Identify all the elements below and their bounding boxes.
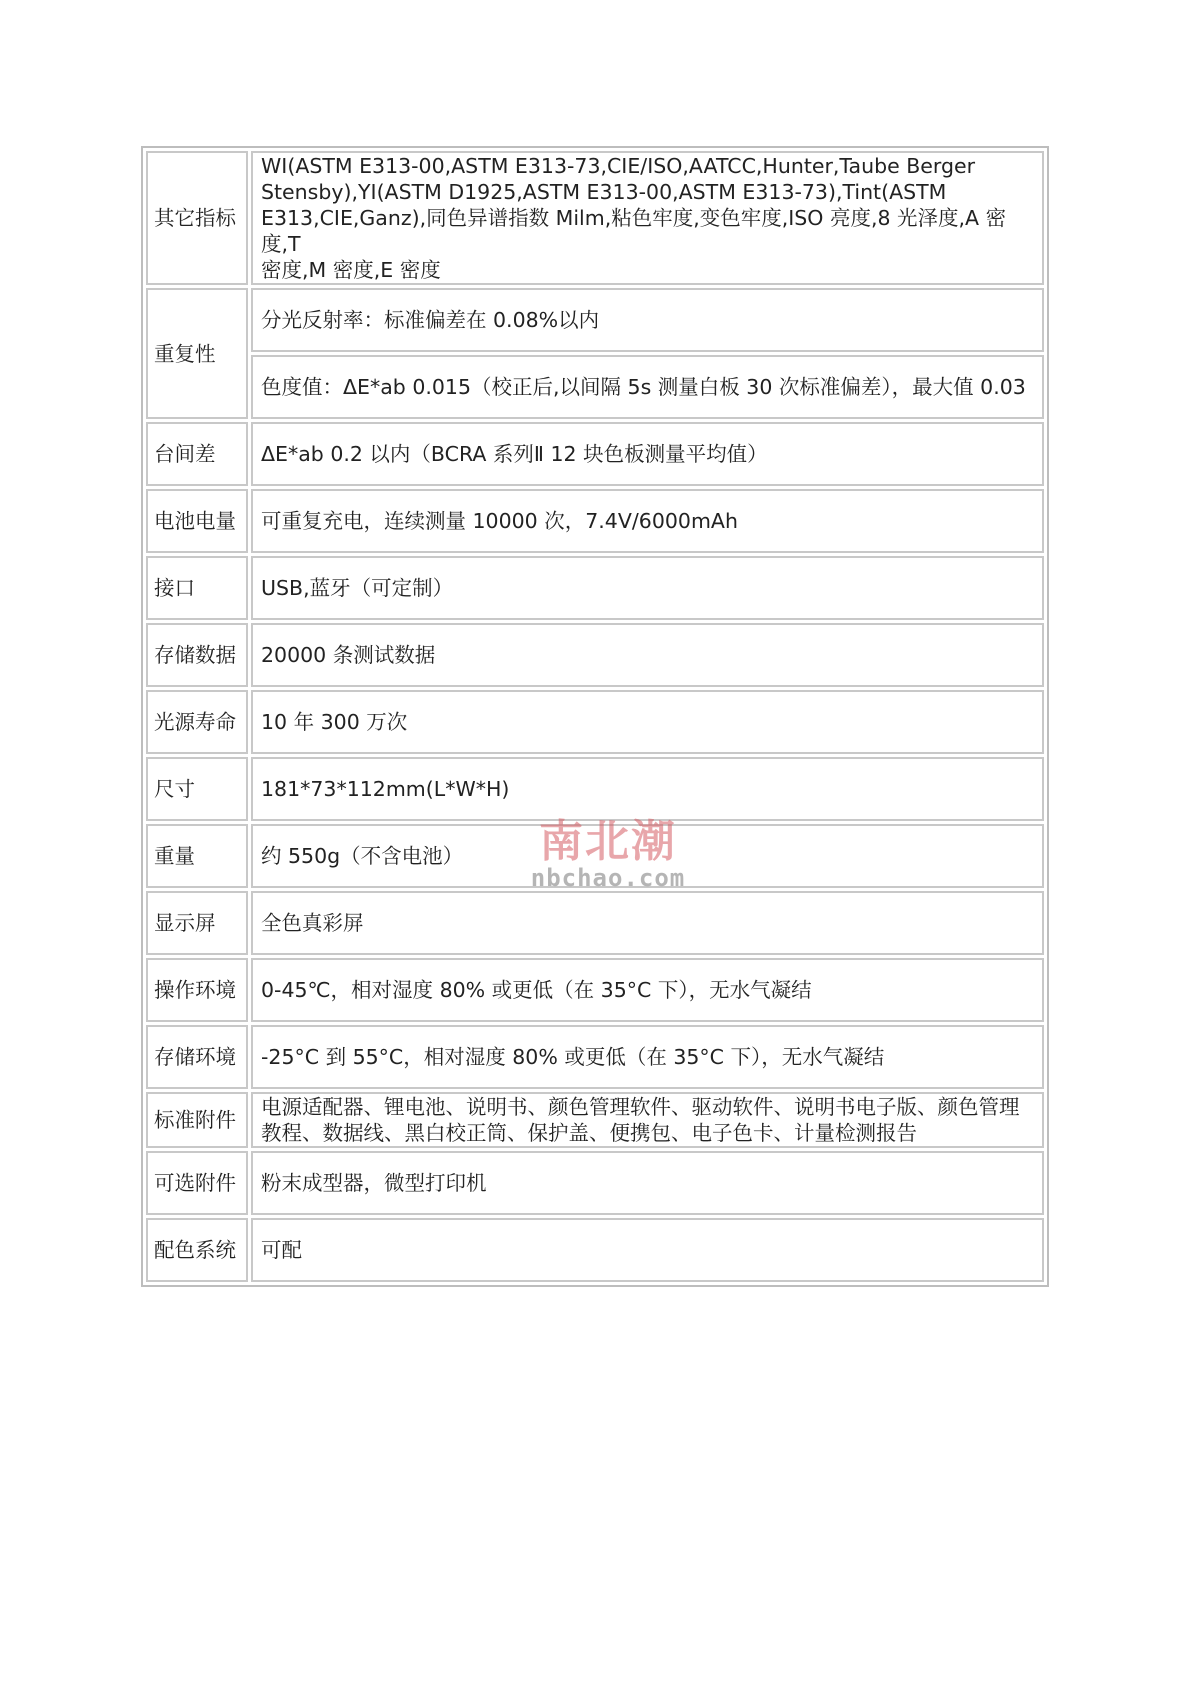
spec-label: 其它指标 [146, 151, 248, 285]
spec-row-repeatability [146, 288, 1044, 352]
spec-value: 全色真彩屏 [251, 891, 1044, 955]
spec-label: 重复性 [146, 288, 248, 419]
spec-value: 181*73*112mm(L*W*H) [251, 757, 1044, 821]
spec-label: 操作环境 [146, 958, 248, 1022]
spec-label: 电池电量 [146, 489, 248, 553]
spec-row-storage-data [146, 623, 1044, 687]
spec-value: USB,蓝牙（可定制） [251, 556, 1044, 620]
spec-label: 标准附件 [146, 1092, 248, 1148]
spec-label: 接口 [146, 556, 248, 620]
spec-value-line: 教程、数据线、黑白校正筒、保护盖、便携包、电子色卡、计量检测报告 [261, 1121, 917, 1145]
spec-value: 0-45℃，相对湿度 80% 或更低（在 35°C 下），无水气凝结 [251, 958, 1044, 1022]
spec-label: 光源寿命 [146, 690, 248, 754]
spec-label: 存储数据 [146, 623, 248, 687]
spec-value-line: E313,CIE,Ganz),同色异谱指数 Milm,粘色牢度,变色牢度,ISO 亮度,8 光泽度,A 密度,T [261, 206, 1007, 256]
spec-value: -25°C 到 55°C，相对湿度 80% 或更低（在 35°C 下），无水气凝结 [251, 1025, 1044, 1089]
spec-row-repeatability-sub [146, 355, 1044, 419]
spec-label: 配色系统 [146, 1218, 248, 1282]
spec-value: 可配 [251, 1218, 1044, 1282]
spec-value-line: WI(ASTM E313-00,ASTM E313-73,CIE/ISO,AATCC,Hunter,Taube Berger [261, 154, 976, 178]
spec-row-battery [146, 489, 1044, 553]
watermark-latin: nbchao.com [530, 864, 686, 892]
spec-value [251, 1092, 1044, 1148]
spec-row-interface [146, 556, 1044, 620]
spec-label: 显示屏 [146, 891, 248, 955]
spec-value-line: 电源适配器、锂电池、说明书、颜色管理软件、驱动软件、说明书电子版、颜色管理 [261, 1095, 1020, 1119]
spec-row-standard-accessories [146, 1092, 1044, 1148]
spec-row-color-matching [146, 1218, 1044, 1282]
spec-value: 色度值：ΔE*ab 0.015（校正后,以间隔 5s 测量白板 30 次标准偏差），最大值 0.03 [251, 355, 1044, 419]
spec-row-weight [146, 824, 1044, 888]
spec-row-other-indices [146, 151, 1044, 285]
spec-table [141, 146, 1049, 1287]
spec-value: 分光反射率：标准偏差在 0.08%以内 [251, 288, 1044, 352]
spec-row-storage-env [146, 1025, 1044, 1089]
watermark-chinese: 南北潮 [539, 816, 677, 867]
spec-value-line: 密度,M 密度,E 密度 [261, 258, 441, 282]
spec-label: 存储环境 [146, 1025, 248, 1089]
spec-label: 台间差 [146, 422, 248, 486]
spec-value [251, 151, 1044, 285]
spec-label: 重量 [146, 824, 248, 888]
spec-value: 20000 条测试数据 [251, 623, 1044, 687]
spec-label: 可选附件 [146, 1151, 248, 1215]
spec-row-optional-accessories [146, 1151, 1044, 1215]
spec-row-operating-env [146, 958, 1044, 1022]
spec-row-display [146, 891, 1044, 955]
spec-value: 10 年 300 万次 [251, 690, 1044, 754]
spec-row-inter-instrument [146, 422, 1044, 486]
spec-row-dimensions [146, 757, 1044, 821]
spec-value: ΔE*ab 0.2 以内（BCRA 系列Ⅱ 12 块色板测量平均值） [251, 422, 1044, 486]
spec-value-line: Stensby),YI(ASTM D1925,ASTM E313-00,ASTM E313-73),Tint(ASTM [261, 180, 947, 204]
spec-label: 尺寸 [146, 757, 248, 821]
spec-value: 可重复充电，连续测量 10000 次，7.4V/6000mAh [251, 489, 1044, 553]
spec-row-light-life [146, 690, 1044, 754]
spec-value: 约 550g（不含电池） [251, 824, 1044, 888]
spec-value: 粉末成型器，微型打印机 [251, 1151, 1044, 1215]
